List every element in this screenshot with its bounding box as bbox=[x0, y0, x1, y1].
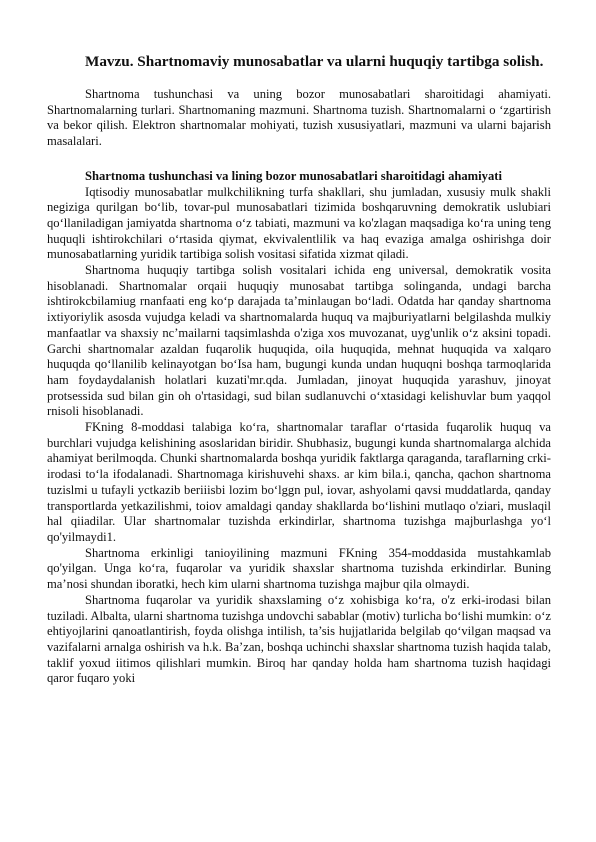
body-paragraph: Shartnoma fuqarolar va yuridik shaxslaming o‘z xohisbiga ko‘ra, o'z erki-irodasi bilan tuziladi. Albalta, ularni shartnoma tuzishga undovchi sabablar (motiv) turlicha bo‘lishi mumkin: o‘z ehtiyojlarini qanoatlantirish, foyda olishga intilish, ta’sis hujjatlarida belgilab qo‘vilgan maqsad va vazifalarni arnalga oshirish va h.k. Ba’zan, boshqa uchinchi shaxslar shartnoma tuzish haqida talab, taklif yoxud iitimos qilishlari mumkin. Biroq har qanday holda ham shartnoma tuzish haqidagi qaror fuqaro yoki bbox=[47, 592, 551, 686]
section-heading: Shartnoma tushunchasi va lining bozor munosabatlari sharoitidagi ahamiyati bbox=[85, 168, 502, 183]
page-title: Mavzu. Shartnomaviy munosabatlar va ularni huquqiy tartibga solish. bbox=[85, 53, 544, 70]
body-paragraph: Shartnoma huquqiy tartibga solish vositalari ichida eng universal, demokratik vosita hisoblanadi. Shartnomalar orqaii huquqiy munosabat tartibga solinganda, undagi barcha ishtirokcbilamiug rnanfaati eng ko‘p darajada ta’minlaugan bo‘ladi. Odatda har qanday shartnoma ixtiyoriylik asosda vujudga keladi va shartnomalarda huquq va majburiyatlarni belgilashda mulkiy manfaatlar va shaxsiy nc’mailarni taqsimlashda o'ziga xos muvozanat, uyg'unlik o‘z aksini topadi. Garchi shartnomalar azaldan fuqarolik huquqida, oila huquqida, mehnat huquqida va xalqaro huquqda qo‘llanilib kelinayotgan bo‘Isa ham, bugungi kunda undan huquqni boshqa tarmoqlarida ham foydaydalanish holatlari kuzati'mr.qda. Jumladan, jinoyat huquqida yarashuv, jinoyat protsessida sud bilan gin oh o'rtasidagi, sud bilan sudlanuvchi o‘xtasidagi kelishuvlar bum yaqqol rnisoli hisoblanadi. bbox=[47, 263, 551, 419]
topic-summary: Shartnoma tushunchasi va uning bozor munosabatlari sharoitidagi ahamiyati. Shartnomalarning turlari. Shartnomaning mazmuni. Shartnoma tuzish. Shartnomalarni o ‘zgartirish va bekor qilish. Elektron shartnomalar mohiyati, tuzish xususiyatlari, mazmuni va ularni bajarish masalalari. bbox=[47, 87, 551, 149]
body-paragraph: Iqtisodiy munosabatlar mulkchilikning turfa shakllari, shu jumladan, xususiy mulk shakli negiziga qurilgan bo‘lib, tovar-pul munosabatlari tizimida boshqaruvning demokratik uslubiari qo‘llaniladigan jamiyatda shartnoma o‘z tabiati, mazmuni va ko'zlagan maqsadiga ko‘ra uning teng huquqli ishtirokchilari o‘rtasida qiymat, ekvivalentlilik va haq evaziga amalga oshirishga doir munosabatlarning yuridik tartibiga solish vositasi sifatida xizmat qiladi. bbox=[47, 184, 551, 262]
body-paragraph: Shartnoma erkinligi tanioyilining mazmuni FKning 354-moddasida mustahkamlab qo'yilgan. Unga ko‘ra, fuqarolar va yuridik shaxslar shartnoma tuzishda erkindirlar. Buning ma’nosi shundan iboratki, hech kim ularni shartnoma tuzishga majbur qila olmaydi. bbox=[47, 545, 551, 592]
body-paragraph: FKning 8-moddasi talabiga ko‘ra, shartnomalar taraflar o‘rtasida fuqarolik huquq va burchlari vujudga kelishining asoslaridan biridir. Shubhasiz, bugungi kunda shartnomalarga alchida ahamiyat berilmoqda. Chunki shartnomalarda boshqa yuridik faktlarga qaraganda, taraflarning crki-irodasi to‘la ifodalanadi. Shartnomaga kirishuvehi shaxs. ar kim bila.i, qancha, qachon shartnoma tuzislmi u tufayli yctkazib beriiisbi lozim bo‘lggn pul, iovar, ashyolami qavsi muddatlarda, qanday transportlarda yetkazilishmi, toiov amaldagi qanday shakllarda bo‘lishini mutlaqo o'ziari, muslaqil hal qiiadilar. Ular shartnomalar tuzishda erkindirlar, shartnoma tuzishga majburlashga yo‘l qo'yilmaydi1. bbox=[47, 420, 551, 544]
